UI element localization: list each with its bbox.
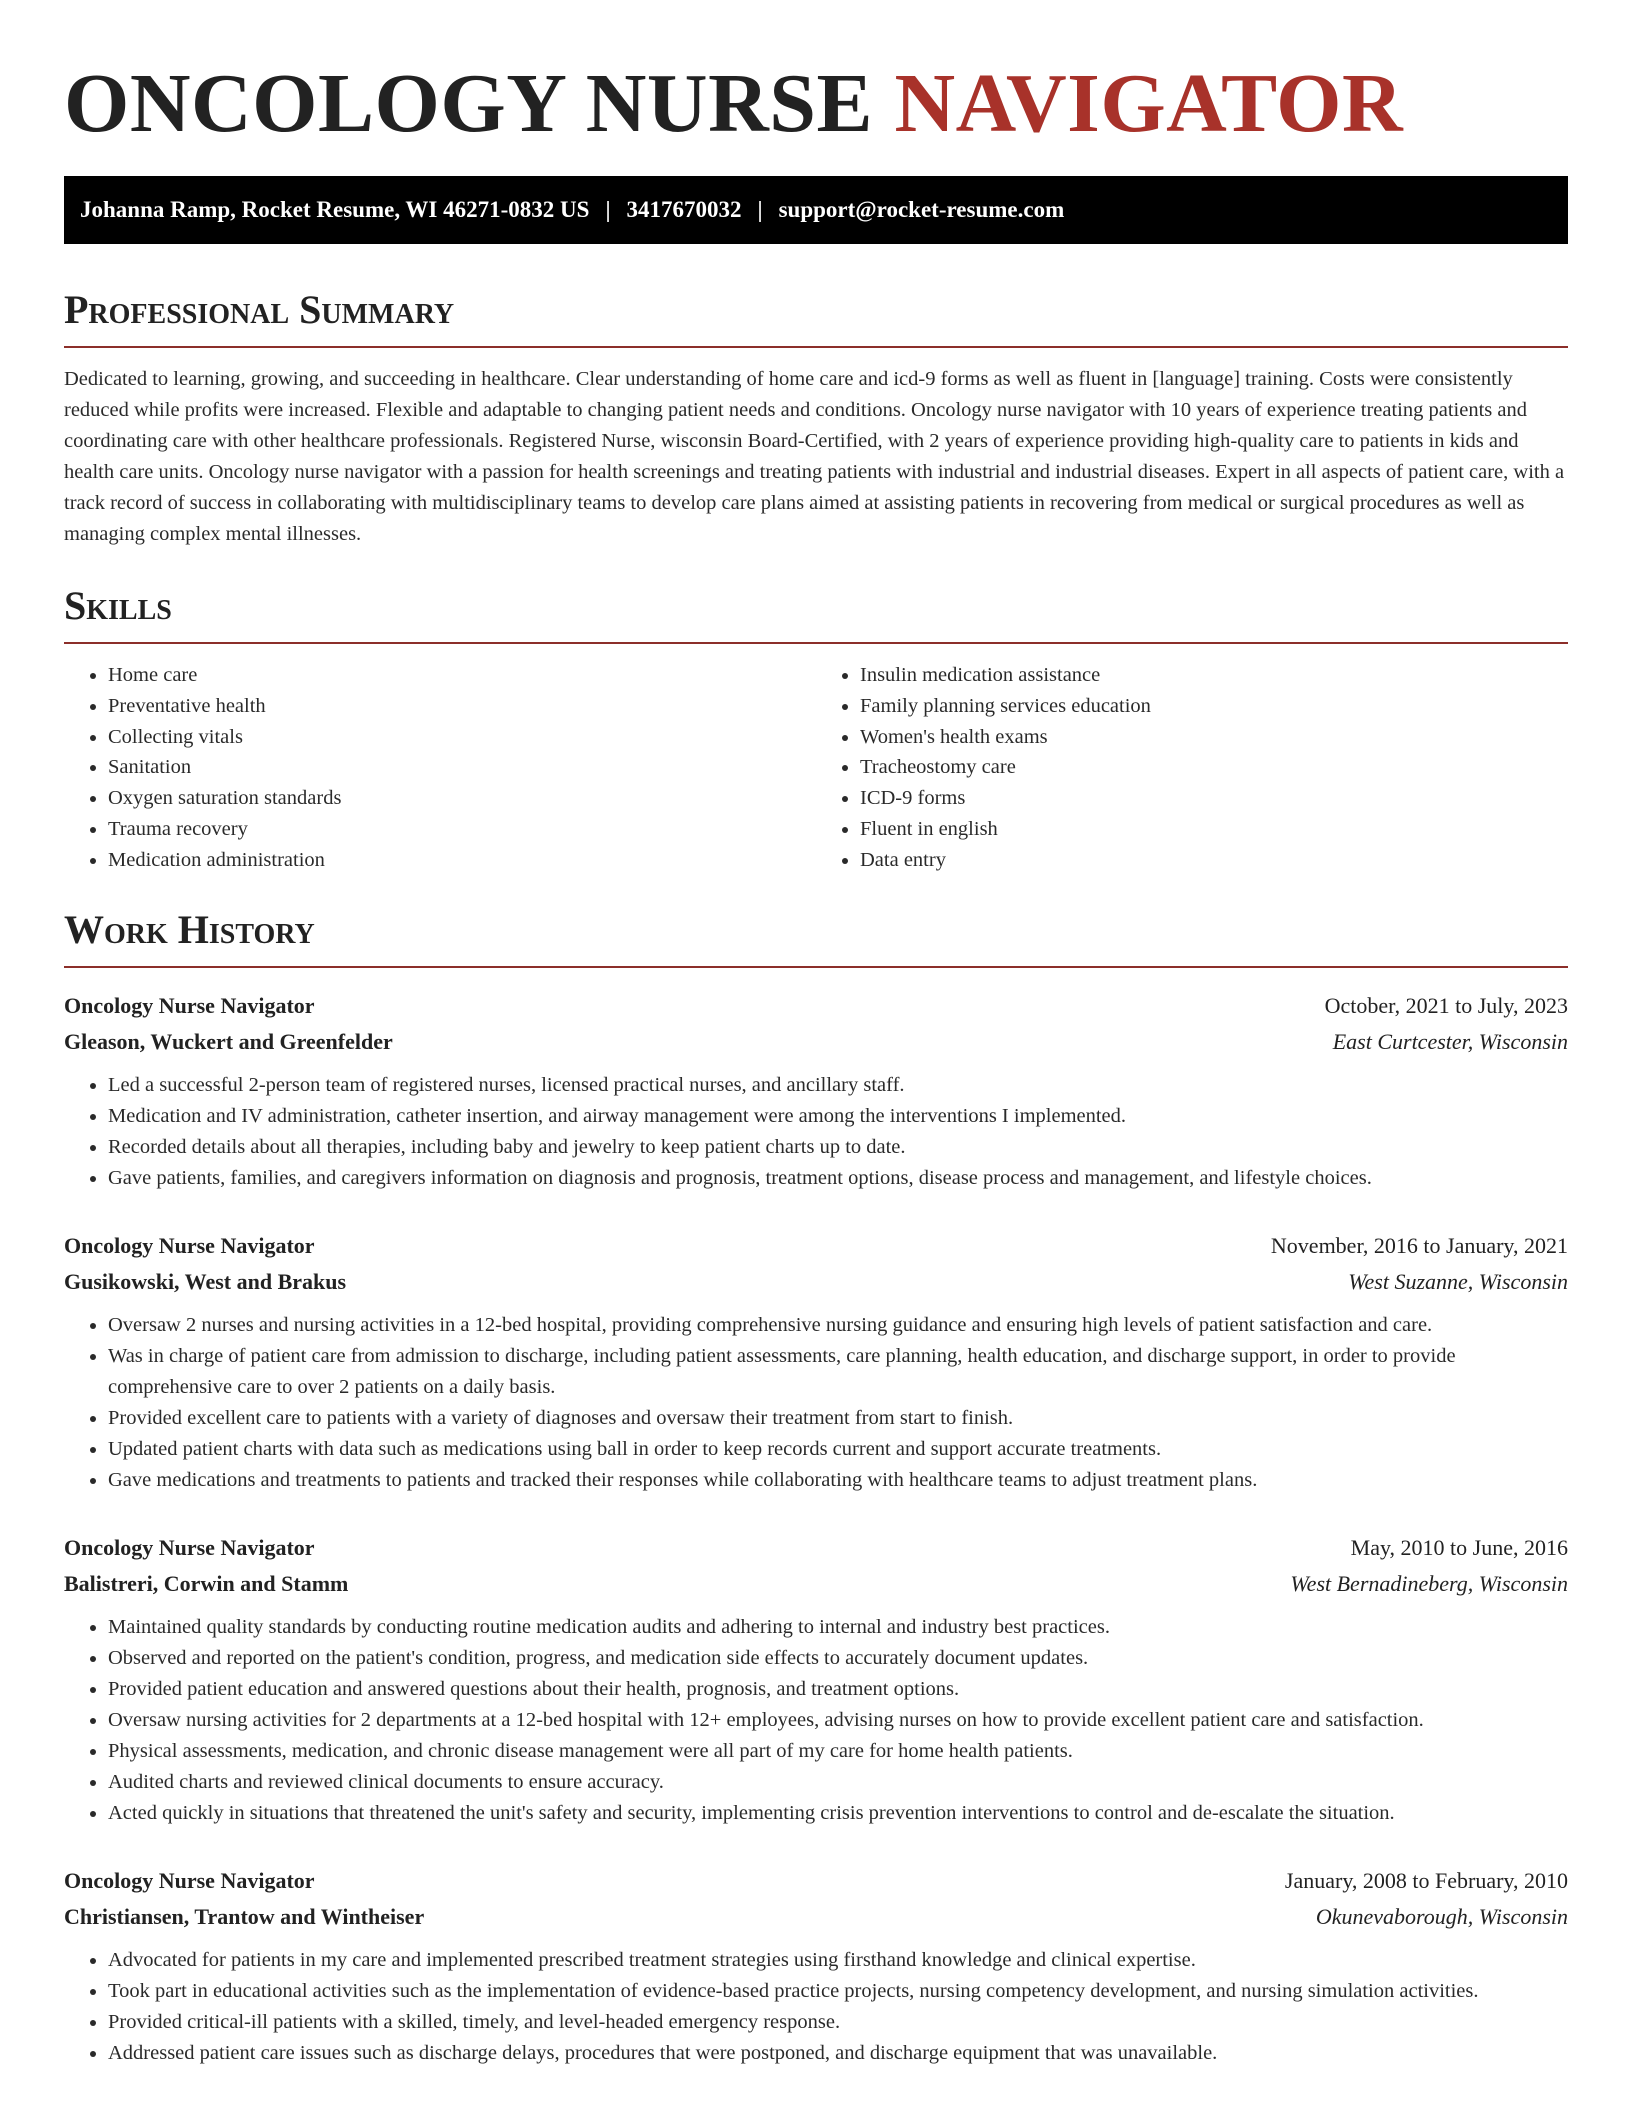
job-bullet: • Maintained quality standards by conducting routine medication audits and adhering to internal and industry best practices.	[108, 1612, 1568, 1643]
resume-title	[64, 0, 1568, 150]
job-title: Oncology Nurse Navigator	[64, 1867, 315, 1893]
skill-item: • Home care	[108, 660, 816, 691]
job-bullets	[64, 1310, 1568, 1496]
skill-item: • Family planning services education	[860, 691, 1568, 722]
summary-heading: Professional Summary	[64, 286, 1568, 348]
job-bullet: • Recorded details about all therapies, including baby and jewelry to keep patient charts up to date.	[108, 1132, 1568, 1163]
job-employer-row	[64, 1264, 1568, 1300]
job-bullet: • Oversaw 2 nurses and nursing activities in a 12-bed hospital, providing comprehensive nursing guidance and ensuring high levels of patient satisfaction and care.	[108, 1310, 1568, 1341]
job-entry	[64, 1530, 1568, 1829]
skills-list-left	[64, 660, 816, 876]
skill-item: • Preventative health	[108, 691, 816, 722]
work-history-section	[64, 906, 1568, 2069]
job-bullet: • Physical assessments, medication, and chronic disease management were all part of my care for home health patients.	[108, 1736, 1568, 1767]
skill-item: • ICD-9 forms	[860, 783, 1568, 814]
job-location: West Suzanne, Wisconsin	[1348, 1268, 1568, 1294]
job-bullet: • Updated patient charts with data such as medications using ball in order to keep records current and support accurate treatments.	[108, 1434, 1568, 1465]
skill-item: • Trauma recovery	[108, 814, 816, 845]
job-bullet: • Provided excellent care to patients with a variety of diagnoses and oversaw their treatment from start to finish.	[108, 1403, 1568, 1434]
summary-text: Dedicated to learning, growing, and succeeding in healthcare. Clear understanding of home care and icd-9 forms as well as fluent in [language] training. Costs were consistently reduced while profits were increased. Flexible and adaptable to changing patient needs and conditions. Oncology nurse navigator with 10 years of experience treating patients and coordinating care with other healthcare professionals. Registered Nurse, wisconsin Board-Certified, with 2 years of experience providing high-quality care to patients in kids and health care units. Oncology nurse navigator with a passion for health screenings and treating patients with industrial and industrial diseases. Expert in all aspects of patient care, with a track record of success in collaborating with multidisciplinary teams to develop care plans aimed at assisting patients in recovering from medical or surgical procedures as well as managing complex mental illnesses.	[64, 368, 1565, 545]
job-company: Christiansen, Trantow and Wintheiser	[64, 1903, 425, 1929]
job-bullet: • Was in charge of patient care from admission to discharge, including patient assessments, care planning, health education, and discharge support, in order to provide comprehensive care to over 2 patients on a daily basis.	[108, 1341, 1568, 1403]
skills-list-right	[816, 660, 1568, 876]
skill-item: • Sanitation	[108, 752, 816, 783]
skill-item: • Tracheostomy care	[860, 752, 1568, 783]
contact-bar	[64, 176, 1568, 244]
job-header-row	[64, 988, 1568, 1024]
job-employer-row	[64, 1566, 1568, 1602]
job-bullet: • Provided critical-ill patients with a skilled, timely, and level-headed emergency response.	[108, 2007, 1568, 2038]
skill-item: • Insulin medication assistance	[860, 660, 1568, 691]
job-bullet: • Advocated for patients in my care and implemented prescribed treatment strategies using firsthand knowledge and clinical expertise.	[108, 1945, 1568, 1976]
contact-phone: 3417670032	[626, 197, 742, 222]
job-entry	[64, 1863, 1568, 2069]
job-company: Gleason, Wuckert and Greenfelder	[64, 1028, 393, 1054]
job-company: Balistreri, Corwin and Stamm	[64, 1570, 349, 1596]
job-bullet: • Acted quickly in situations that threatened the unit's safety and security, implementing crisis prevention interventions to control and de-escalate the situation.	[108, 1798, 1568, 1829]
skills-columns	[64, 660, 1568, 876]
contact-separator: |	[757, 197, 763, 222]
skills-section	[64, 582, 1568, 876]
job-entry	[64, 988, 1568, 1194]
skill-item: • Data entry	[860, 845, 1568, 876]
contact-address: Johanna Ramp, Rocket Resume, WI 46271-0832 US	[80, 197, 590, 222]
job-bullets	[64, 1945, 1568, 2069]
job-bullet: • Observed and reported on the patient's condition, progress, and medication side effects to accurately document updates.	[108, 1643, 1568, 1674]
job-bullet: • Gave patients, families, and caregivers information on diagnosis and prognosis, treatment options, disease process and management, and lifestyle choices.	[108, 1163, 1568, 1194]
work-history-heading: Work History	[64, 906, 1568, 968]
skill-item: • Collecting vitals	[108, 722, 816, 753]
job-header-row	[64, 1863, 1568, 1899]
job-dates: October, 2021 to July, 2023	[1324, 992, 1568, 1018]
skills-heading: Skills	[64, 582, 1568, 644]
job-dates: January, 2008 to February, 2010	[1284, 1867, 1568, 1893]
skill-item: • Women's health exams	[860, 722, 1568, 753]
skill-item: • Oxygen saturation standards	[108, 783, 816, 814]
contact-separator: |	[605, 197, 611, 222]
job-entry	[64, 1228, 1568, 1496]
job-location: East Curtcester, Wisconsin	[1332, 1028, 1568, 1054]
job-header-row	[64, 1530, 1568, 1566]
job-dates: November, 2016 to January, 2021	[1270, 1232, 1568, 1258]
job-bullet: • Gave medications and treatments to patients and tracked their responses while collaborating with healthcare teams to adjust treatment plans.	[108, 1465, 1568, 1496]
job-title: Oncology Nurse Navigator	[64, 1232, 315, 1258]
job-bullet: • Medication and IV administration, catheter insertion, and airway management were among the interventions I implemented.	[108, 1101, 1568, 1132]
job-bullet: • Led a successful 2-person team of registered nurses, licensed practical nurses, and ancillary staff.	[108, 1070, 1568, 1101]
job-header-row	[64, 1228, 1568, 1264]
job-company: Gusikowski, West and Brakus	[64, 1268, 347, 1294]
title-main: ONCOLOGY NURSE	[64, 57, 873, 150]
job-bullet: • Provided patient education and answered questions about their health, prognosis, and treatment options.	[108, 1674, 1568, 1705]
job-employer-row	[64, 1024, 1568, 1060]
skill-item: • Fluent in english	[860, 814, 1568, 845]
job-dates: May, 2010 to June, 2016	[1350, 1534, 1568, 1560]
job-title: Oncology Nurse Navigator	[64, 992, 315, 1018]
job-bullets	[64, 1612, 1568, 1829]
job-title: Oncology Nurse Navigator	[64, 1534, 315, 1560]
job-employer-row	[64, 1899, 1568, 1935]
job-bullet: • Took part in educational activities such as the implementation of evidence-based practice projects, nursing competency development, and nursing simulation activities.	[108, 1976, 1568, 2007]
job-location: Okunevaborough, Wisconsin	[1315, 1903, 1568, 1929]
title-accent: NAVIGATOR	[894, 57, 1404, 150]
job-bullet: • Addressed patient care issues such as discharge delays, procedures that were postponed, and discharge equipment that was unavailable.	[108, 2038, 1568, 2069]
summary-section	[64, 286, 1568, 550]
job-bullet: • Audited charts and reviewed clinical documents to ensure accuracy.	[108, 1767, 1568, 1798]
job-bullet: • Oversaw nursing activities for 2 departments at a 12-bed hospital with 12+ employees, advising nurses on how to provide excellent patient care and satisfaction.	[108, 1705, 1568, 1736]
job-location: West Bernadineberg, Wisconsin	[1290, 1570, 1568, 1596]
job-bullets	[64, 1070, 1568, 1194]
skill-item: • Medication administration	[108, 845, 816, 876]
contact-email[interactable]: support@rocket-resume.com	[778, 197, 1065, 222]
